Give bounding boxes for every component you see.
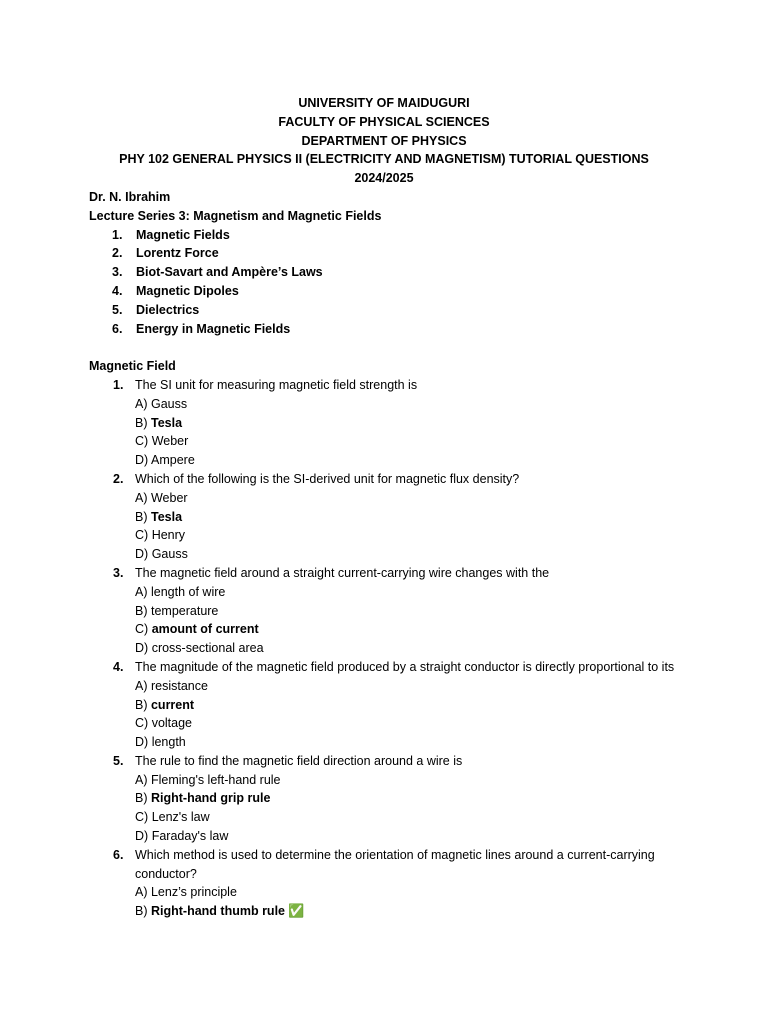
option-text: temperature — [150, 603, 219, 618]
topic-label: Energy in Magnetic Fields — [136, 321, 291, 336]
question-text: The magnetic field around a straight current-carrying wire changes with the — [135, 565, 550, 580]
option-text: Lenz’s principle — [150, 885, 237, 900]
option-text: Right-hand thumb rule — [150, 904, 285, 919]
answer-option — [89, 395, 689, 414]
option-prefix: C) — [135, 810, 149, 825]
topic-label: Magnetic Fields — [136, 227, 230, 242]
question-text: The rule to find the magnetic field direction around a wire is — [135, 753, 463, 768]
question — [89, 564, 689, 583]
answer-option — [89, 639, 689, 658]
topic-label: Dielectrics — [136, 302, 200, 317]
option-prefix: D) — [135, 547, 149, 562]
question — [89, 846, 689, 884]
answer-option-correct — [89, 696, 689, 715]
topic-label: Lorentz Force — [136, 246, 219, 261]
option-text: Henry — [151, 528, 186, 543]
question — [89, 470, 689, 489]
question-number: 5. — [113, 753, 124, 768]
topic-item — [89, 282, 689, 301]
question — [89, 658, 689, 677]
topic-number: 3. — [112, 265, 123, 280]
option-text: Tesla — [150, 509, 183, 524]
option-text: Fleming's left-hand rule — [150, 772, 281, 787]
answer-option — [89, 677, 689, 696]
option-text: Gauss — [151, 547, 188, 562]
question-number: 2. — [113, 471, 124, 486]
answer-option — [89, 489, 689, 508]
topic-list — [89, 226, 689, 339]
question — [89, 376, 689, 395]
answer-option — [89, 451, 689, 470]
document-body — [89, 94, 689, 921]
option-text: amount of current — [151, 622, 259, 637]
option-prefix: D) — [135, 641, 149, 656]
lecturer-name: Dr. N. Ibrahim — [89, 189, 171, 204]
question-number: 6. — [113, 847, 124, 862]
answer-option — [89, 545, 689, 564]
question-text: The magnitude of the magnetic field produced by a straight conductor is directly proportional to its — [135, 659, 675, 674]
option-text: Gauss — [150, 396, 188, 411]
option-prefix: A) — [135, 678, 148, 693]
option-prefix: D) — [135, 735, 149, 750]
course-title: PHY 102 GENERAL PHYSICS II (ELECTRICITY AND MAGNETISM) TUTORIAL QUESTIONS 2024/2025 — [119, 152, 649, 186]
topic-label: Magnetic Dipoles — [136, 283, 239, 298]
answer-option — [89, 827, 689, 846]
answer-option-correct — [89, 902, 689, 921]
section-title: Magnetic Field — [89, 359, 176, 374]
option-prefix: A) — [135, 885, 148, 900]
university-name: UNIVERSITY OF MAIDUGURI — [298, 96, 470, 110]
option-prefix: A) — [135, 584, 148, 599]
topic-number: 6. — [112, 321, 123, 336]
question-text: Which method is used to determine the orientation of magnetic lines around a current-carrying conductor? — [135, 847, 655, 881]
answer-option-correct — [89, 789, 689, 808]
question-number: 1. — [113, 377, 124, 392]
topic-number: 2. — [112, 246, 123, 261]
option-text: voltage — [151, 716, 192, 731]
option-prefix: B) — [135, 415, 148, 430]
option-text: Faraday's law — [151, 829, 229, 844]
answer-option-correct — [89, 620, 689, 639]
topic-number: 1. — [112, 227, 123, 242]
question-text: The SI unit for measuring magnetic field strength is — [135, 377, 418, 392]
option-prefix: A) — [135, 396, 148, 411]
option-prefix: B) — [135, 904, 148, 919]
option-prefix: A) — [135, 772, 148, 787]
option-prefix: B) — [135, 603, 148, 618]
option-prefix: D) — [135, 829, 149, 844]
option-prefix: C) — [135, 434, 149, 449]
check-mark-icon: ✅ — [288, 903, 305, 919]
option-prefix: A) — [135, 490, 148, 505]
topic-item — [89, 263, 689, 282]
answer-option — [89, 583, 689, 602]
option-text: length — [151, 735, 186, 750]
option-prefix: C) — [135, 528, 149, 543]
answer-option-correct — [89, 414, 689, 433]
answer-option — [89, 714, 689, 733]
option-text: Ampere — [151, 453, 195, 468]
option-text: resistance — [150, 678, 208, 693]
option-text: Weber — [150, 490, 188, 505]
answer-option — [89, 733, 689, 752]
topic-item — [89, 226, 689, 245]
option-prefix: D) — [135, 453, 149, 468]
answer-option — [89, 526, 689, 545]
topic-item — [89, 244, 689, 263]
question — [89, 752, 689, 771]
answer-option — [89, 883, 689, 902]
option-prefix: C) — [135, 622, 149, 637]
option-prefix: B) — [135, 697, 148, 712]
topic-item — [89, 301, 689, 320]
question-number: 3. — [113, 565, 124, 580]
topic-number: 4. — [112, 283, 123, 298]
question-number: 4. — [113, 659, 124, 674]
answer-option — [89, 602, 689, 621]
option-text: length of wire — [150, 584, 226, 599]
option-prefix: B) — [135, 509, 148, 524]
question-text: Which of the following is the SI-derived unit for magnetic flux density? — [135, 471, 520, 486]
topic-number: 5. — [112, 302, 123, 317]
answer-option — [89, 432, 689, 451]
lecture-series-title: Lecture Series 3: Magnetism and Magnetic Fields — [89, 208, 382, 223]
option-text: Tesla — [150, 415, 183, 430]
option-text: Lenz's law — [151, 810, 210, 825]
option-text: Weber — [151, 434, 189, 449]
option-prefix: C) — [135, 716, 149, 731]
option-prefix: B) — [135, 791, 148, 806]
answer-option-correct — [89, 508, 689, 527]
department-name: DEPARTMENT OF PHYSICS — [301, 133, 467, 148]
option-text: Right-hand grip rule — [150, 791, 271, 806]
option-text: current — [150, 697, 195, 712]
answer-option — [89, 771, 689, 790]
topic-label: Biot-Savart and Ampère’s Laws — [136, 265, 323, 280]
topic-item — [89, 320, 689, 339]
faculty-name: FACULTY OF PHYSICAL SCIENCES — [278, 114, 490, 129]
option-text: cross-sectional area — [151, 641, 264, 656]
blank-line — [89, 338, 689, 357]
answer-option — [89, 808, 689, 827]
